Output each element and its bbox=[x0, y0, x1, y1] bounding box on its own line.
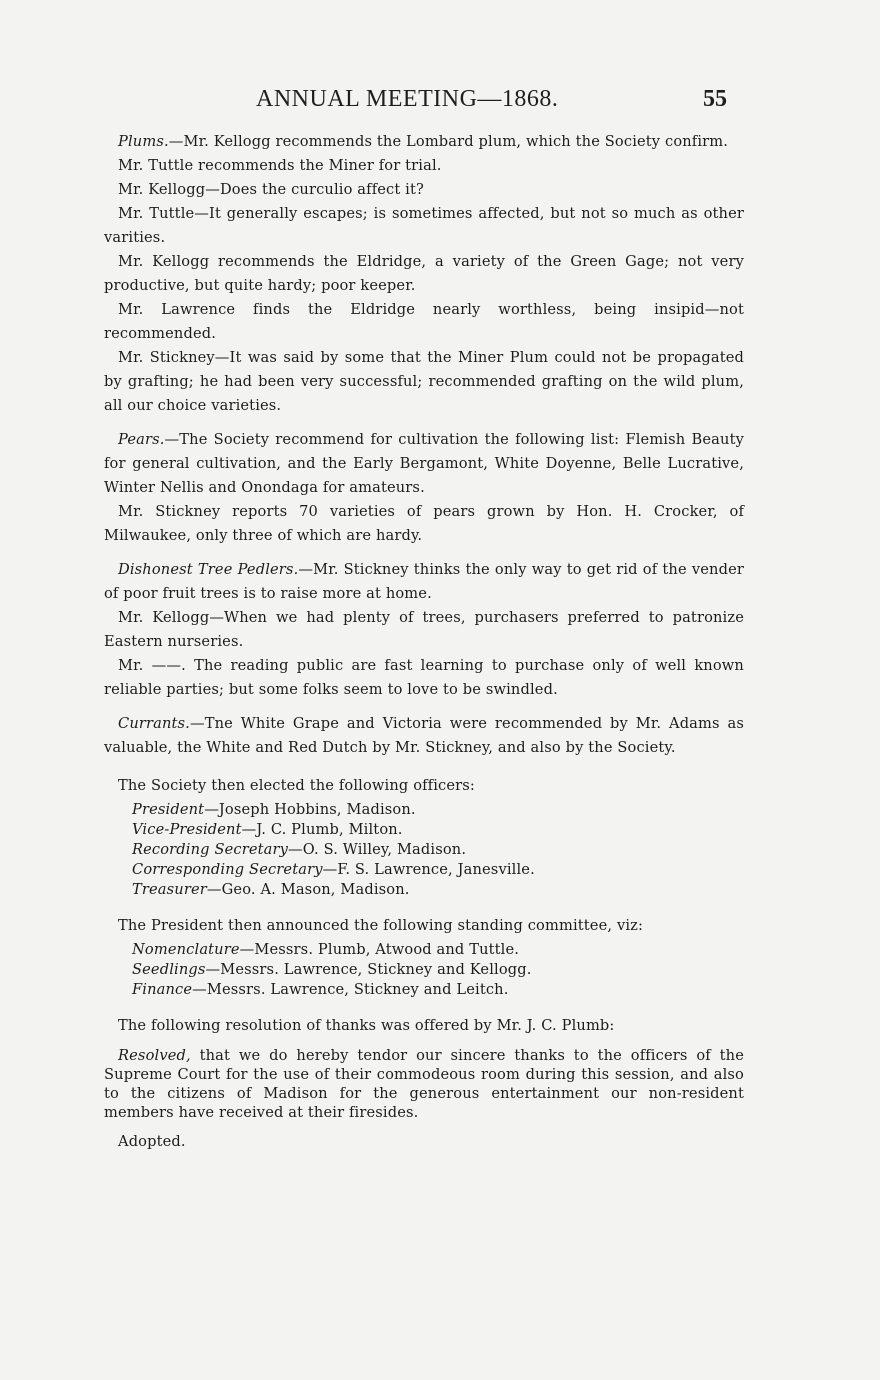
officer-name: —J. C. Plumb, Milton. bbox=[241, 821, 403, 838]
committee-intro: The President then announced the following standing committee, viz: bbox=[118, 917, 644, 934]
section-lead: Dishonest Tree Pedlers. bbox=[118, 561, 299, 578]
paragraph: Mr. Kellogg recommends the Eldridge, a variety of the Green Gage; not very productive, but quite hardy; poor keeper. bbox=[104, 253, 744, 294]
paragraph bbox=[104, 712, 744, 760]
pears-section bbox=[104, 428, 744, 548]
paragraph: Mr. Stickney reports 70 varieties of pears grown by Hon. H. Crocker, of Milwaukee, only three of which are hardy. bbox=[104, 503, 744, 544]
officer-entry bbox=[132, 860, 744, 880]
running-title: ANNUAL MEETING—1868. bbox=[256, 86, 559, 112]
paragraph: Mr. Kellogg—Does the curculio affect it? bbox=[118, 181, 424, 198]
resolution-lead: Resolved, bbox=[118, 1047, 191, 1064]
plums-section bbox=[104, 130, 744, 418]
currants-section bbox=[104, 712, 744, 760]
officer-role: Treasurer bbox=[132, 881, 207, 898]
committee-list bbox=[132, 940, 744, 1000]
officer-name: —Geo. A. Mason, Madison. bbox=[206, 881, 410, 898]
officer-entry bbox=[132, 840, 744, 860]
officer-entry bbox=[132, 800, 744, 820]
paragraph bbox=[104, 428, 744, 500]
section-lead: Plums. bbox=[118, 133, 169, 150]
committee-role: Finance bbox=[132, 981, 193, 998]
committee-role: Seedlings bbox=[132, 961, 206, 978]
paragraph-text: —Mr. Kellogg recommends the Lombard plum, which the Society confirm. bbox=[168, 133, 729, 150]
paragraph bbox=[104, 558, 744, 606]
committee-section bbox=[104, 914, 744, 1000]
officer-name: —F. S. Lawrence, Janesville. bbox=[322, 861, 535, 878]
officer-entry bbox=[132, 820, 744, 840]
section-lead: Currants. bbox=[118, 715, 190, 732]
paragraph: Mr. Stickney—It was said by some that the Miner Plum could not be propagated by grafting; he had been very successful; recommended grafting on the wild plum, all our choice varieties. bbox=[104, 349, 744, 414]
paragraph-text: —Mr. Stickney thinks the only way to get rid of the vender of poor fruit trees is to raise more at home. bbox=[104, 561, 744, 602]
paragraph: Mr. Tuttle—It generally escapes; is sometimes affected, but not so much as other varities. bbox=[104, 205, 744, 246]
officer-role: Recording Secretary bbox=[132, 841, 289, 858]
page-body bbox=[104, 130, 744, 1154]
paragraph bbox=[104, 130, 744, 154]
paragraph: Mr. Kellogg—When we had plenty of trees, purchasers preferred to patronize Eastern nurseries. bbox=[104, 609, 744, 650]
resolution-body: that we do hereby tendor our sincere thanks to the officers of the Supreme Court for the use of their commodeous room during this session, and also to the citizens of Madison for the generous entertainment our non-resident members have received at their firesides. bbox=[104, 1047, 744, 1121]
officers-list bbox=[132, 800, 744, 900]
officer-role: Corresponding Secretary bbox=[132, 861, 323, 878]
officer-name: —O. S. Willey, Madison. bbox=[288, 841, 467, 858]
resolution-text bbox=[104, 1046, 744, 1122]
resolution-intro: The following resolution of thanks was offered by Mr. J. C. Plumb: bbox=[118, 1017, 615, 1034]
committee-members: —Messrs. Lawrence, Stickney and Leitch. bbox=[192, 981, 509, 998]
committee-entry bbox=[132, 980, 744, 1000]
committee-members: —Messrs. Lawrence, Stickney and Kellogg. bbox=[205, 961, 532, 978]
section-lead: Pears. bbox=[118, 431, 165, 448]
officers-section bbox=[104, 774, 744, 900]
paragraph: Mr. Tuttle recommends the Miner for trial. bbox=[118, 157, 442, 174]
page-number: 55 bbox=[703, 86, 727, 112]
paragraph: Mr. ——. The reading public are fast learning to purchase only of well known reliable parties; but some folks seem to love to be swindled. bbox=[104, 657, 744, 698]
page-header bbox=[0, 86, 880, 118]
adopted-note: Adopted. bbox=[118, 1133, 186, 1150]
paragraph: Mr. Lawrence finds the Eldridge nearly worthless, being insipid—not recommended. bbox=[104, 301, 744, 342]
officer-role: President bbox=[132, 801, 205, 818]
committee-entry bbox=[132, 940, 744, 960]
pedlers-section bbox=[104, 558, 744, 702]
officer-role: Vice-President bbox=[132, 821, 242, 838]
officer-entry bbox=[132, 880, 744, 900]
officers-intro: The Society then elected the following officers: bbox=[118, 777, 475, 794]
officer-name: —Joseph Hobbins, Madison. bbox=[204, 801, 416, 818]
committee-role: Nomenclature bbox=[132, 941, 240, 958]
paragraph-text: —The Society recommend for cultivation the following list: Flemish Beauty for general cultivation, and the Early Bergamont, White Doyenne, Belle Lucrative, Winter Nellis and Onondaga for amateurs. bbox=[104, 431, 744, 496]
committee-entry bbox=[132, 960, 744, 980]
resolution-section bbox=[104, 1014, 744, 1154]
committee-members: —Messrs. Plumb, Atwood and Tuttle. bbox=[239, 941, 520, 958]
paragraph-text: —Tne White Grape and Victoria were recommended by Mr. Adams as valuable, the White and Red Dutch by Mr. Stickney, and also by the Society. bbox=[104, 715, 744, 756]
